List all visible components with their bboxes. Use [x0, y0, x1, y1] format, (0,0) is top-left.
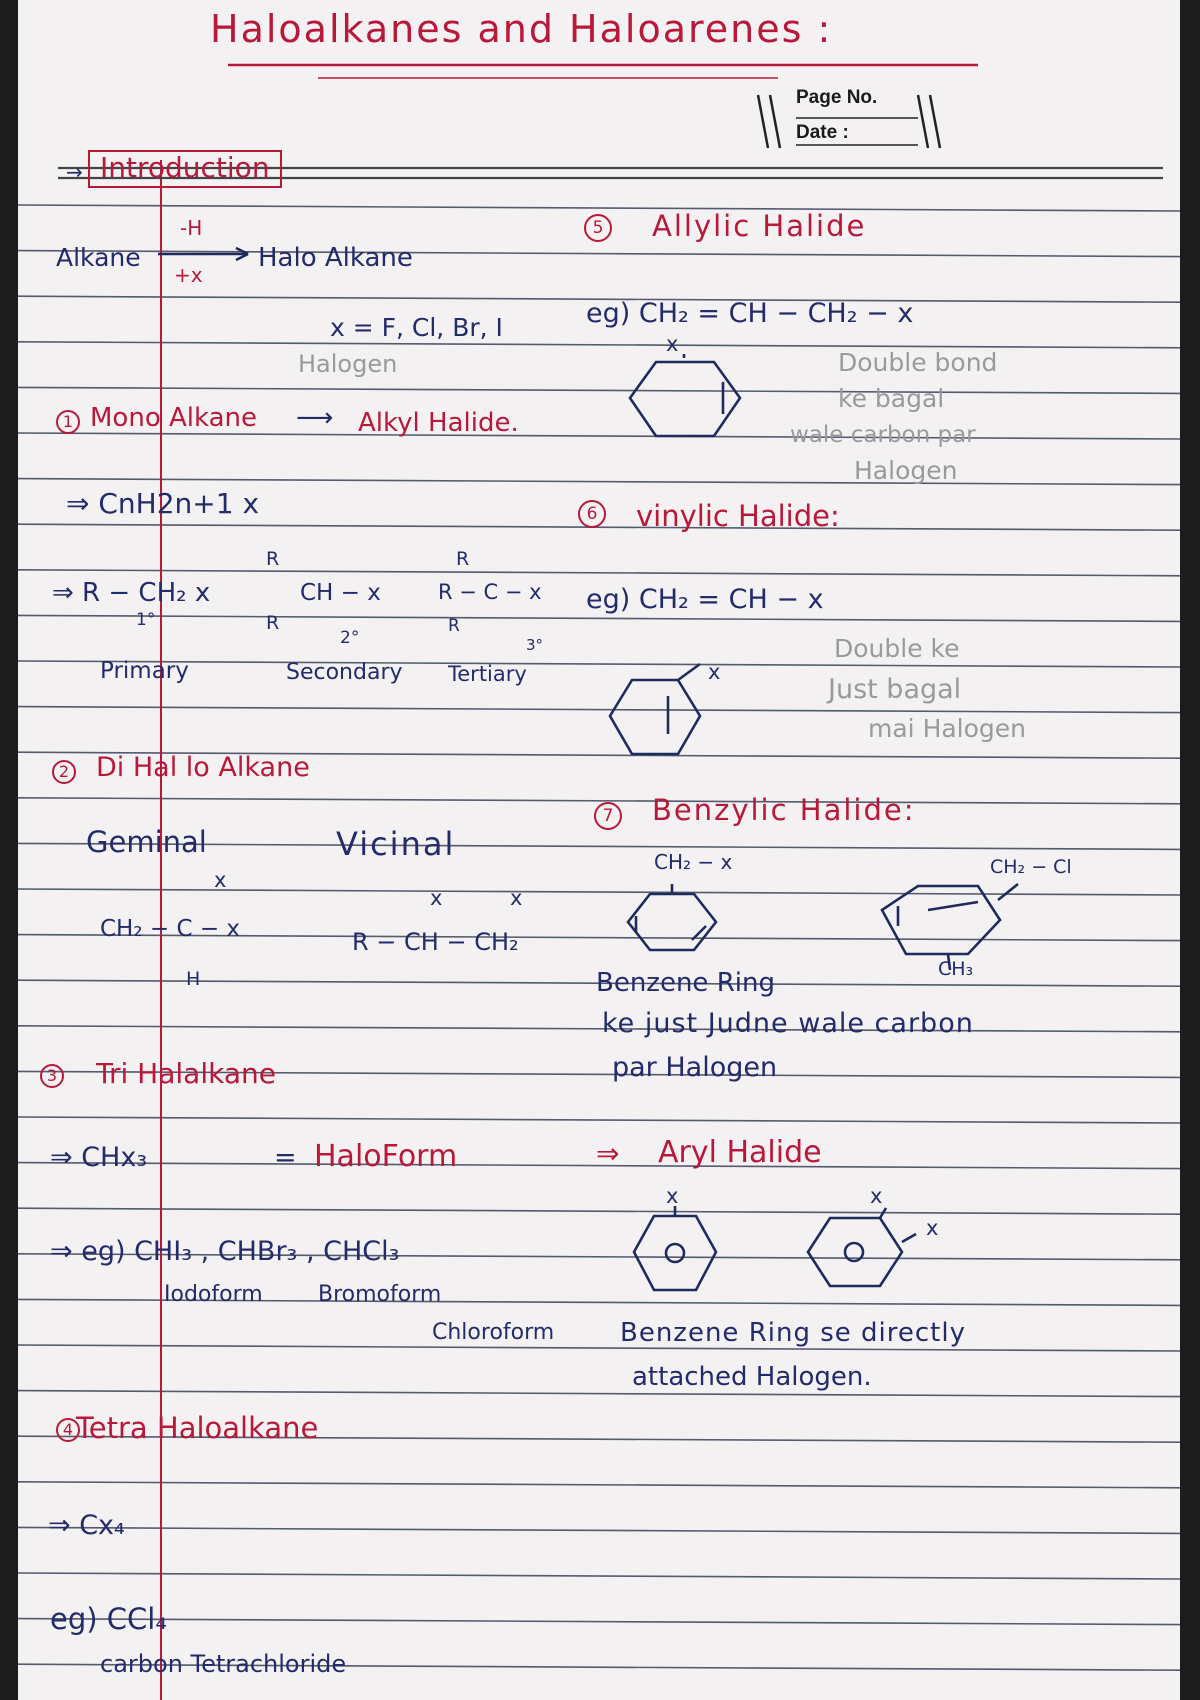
reaction-arrow: [158, 247, 258, 261]
benzylic-ring-2: [878, 880, 1008, 960]
aryl-ring1-x: x: [666, 1184, 679, 1208]
mono-arrow: ⟶: [296, 403, 334, 433]
bromoform-name: Bromoform: [318, 1282, 442, 1307]
di-number: 2: [52, 760, 76, 784]
tertiary-r-bottom: R: [448, 616, 460, 636]
haloform-name: HaloForm: [314, 1139, 458, 1174]
mono-heading: Mono Alkane: [90, 403, 258, 433]
ruled-line: [18, 479, 1180, 485]
notebook-page: [18, 0, 1180, 1700]
ruled-line: [18, 1026, 1180, 1032]
aryl-ring2-x2: x: [926, 1216, 939, 1240]
vinylic-note-2: Just bagal: [828, 674, 962, 705]
vicinal-x1: x: [430, 886, 443, 910]
tertiary-degree: 3°: [526, 636, 544, 654]
vicinal-formula: R − CH − CH₂: [352, 928, 519, 956]
tertiary-formula: R − C − x: [438, 580, 542, 604]
page-no-label: Page No.: [796, 87, 878, 108]
ruled-line: [18, 798, 1180, 804]
ruled-line: [18, 661, 1180, 667]
vinylic-example: eg) CH₂ = CH − x: [586, 584, 824, 615]
primary-degree: 1°: [136, 610, 156, 630]
ruled-line: [18, 1619, 1180, 1625]
ruled-line: [18, 1391, 1180, 1397]
geminal-bottom-h: H: [186, 968, 201, 990]
benzylic-top-2: CH₂ − Cl: [990, 856, 1072, 878]
tertiary-label: Tertiary: [448, 662, 527, 686]
aryl-ring-1: [632, 1212, 718, 1294]
benzylic-ring-1: [626, 892, 718, 954]
secondary-r-top: R: [266, 548, 280, 570]
allylic-number: 5: [584, 214, 612, 242]
secondary-r-bottom: R: [266, 612, 280, 634]
ruled-line: [18, 1117, 1180, 1123]
benzylic-bottom: CH₃: [938, 958, 974, 980]
ruled-line: [18, 1573, 1180, 1579]
allylic-ring-x: x: [666, 332, 679, 356]
haloform-examples: ⇒ eg) CHI₃ , CHBr₃ , CHCl₃: [50, 1236, 400, 1267]
ruled-line: [18, 615, 1180, 621]
benzylic-note-2: ke just Judne wale carbon: [602, 1008, 974, 1039]
ruled-line: [18, 433, 1180, 439]
vinylic-note-3: mai Halogen: [868, 714, 1027, 743]
reaction-top: -H: [180, 216, 203, 240]
tertiary-r-top: R: [456, 548, 470, 570]
allylic-heading: Allylic Halide: [652, 209, 867, 243]
allylic-note-2: ke bagal: [838, 384, 945, 413]
ruled-line: [18, 342, 1180, 348]
date-label: Date :: [796, 122, 849, 143]
ruled-line: [18, 1345, 1180, 1351]
geminal-top-x: x: [214, 868, 227, 892]
benzylic-note-3: par Halogen: [612, 1052, 778, 1083]
tetra-heading: Tetra Haloalkane: [76, 1411, 319, 1445]
geminal-label: Geminal: [86, 825, 207, 859]
vinylic-note-1: Double ke: [834, 634, 960, 663]
ruled-line: [18, 205, 1180, 211]
reaction-bottom: +x: [174, 263, 203, 287]
aryl-ring2-x1: x: [870, 1184, 883, 1208]
vinylic-number: 6: [578, 500, 606, 528]
primary-label: Primary: [100, 658, 189, 684]
benzylic-note-1: Benzene Ring: [596, 968, 775, 998]
tri-heading: Tri Halalkane: [96, 1057, 276, 1090]
arrow-mark: →: [66, 160, 83, 184]
geminal-formula: CH₂ − C − x: [100, 916, 241, 942]
allylic-ring-structure: [626, 358, 744, 442]
vicinal-label: Vicinal: [336, 825, 456, 863]
tri-number: 3: [40, 1064, 64, 1088]
mono-number: 1: [56, 410, 80, 434]
page-title: Haloalkanes and Haloarenes :: [210, 7, 833, 51]
ruled-line: [18, 1482, 1180, 1488]
benzylic-heading: Benzylic Halide:: [652, 793, 916, 827]
primary-formula: ⇒ R − CH₂ x: [52, 578, 211, 608]
iodoform-name: Iodoform: [164, 1282, 263, 1307]
ccl4-example: eg) CCl₄: [50, 1602, 167, 1636]
allylic-note-3: wale carbon par: [790, 422, 976, 448]
ruled-line: [18, 707, 1180, 713]
secondary-formula: CH − x: [300, 580, 381, 606]
reaction-to: Halo Alkane: [258, 243, 413, 273]
reaction-from: Alkane: [56, 243, 141, 272]
aryl-ring-2: [806, 1212, 906, 1292]
tetra-number: 4: [56, 1418, 80, 1442]
halogen-word: Halogen: [298, 350, 398, 378]
tetra-formula: ⇒ Cx₄: [48, 1510, 125, 1541]
halogen-list: x = F, Cl, Br, I: [330, 313, 503, 342]
benzylic-top-1: CH₂ − x: [654, 850, 733, 874]
ruled-line: [18, 1527, 1180, 1533]
di-heading: Di Hal lo Alkane: [96, 752, 310, 783]
benzylic-number: 7: [594, 802, 622, 830]
aryl-note-1: Benzene Ring se directly: [620, 1318, 966, 1348]
vinylic-heading: vinylic Halide:: [636, 499, 840, 533]
allylic-note-1: Double bond: [838, 348, 998, 377]
ruled-line: [18, 387, 1180, 393]
aryl-arrow: ⇒: [596, 1137, 620, 1170]
mono-result: Alkyl Halide.: [358, 408, 519, 438]
allylic-note-4: Halogen: [854, 456, 958, 485]
haloform-formula: ⇒ CHx₃: [50, 1142, 148, 1173]
chloroform-name: Chloroform: [432, 1320, 555, 1345]
ccl4-name: carbon Tetrachloride: [100, 1650, 347, 1678]
vinylic-ring-structure: [608, 676, 704, 758]
aryl-heading: Aryl Halide: [658, 1135, 822, 1170]
intro-heading: Introduction: [88, 150, 282, 188]
aryl-note-2: attached Halogen.: [632, 1362, 872, 1392]
general-formula: ⇒ CnH2n+1 x: [66, 487, 260, 520]
vicinal-x2: x: [510, 886, 523, 910]
ruled-line: [18, 570, 1180, 576]
allylic-example: eg) CH₂ = CH − CH₂ − x: [586, 298, 914, 329]
secondary-degree: 2°: [340, 628, 360, 648]
secondary-label: Secondary: [286, 660, 403, 685]
ruled-line: [18, 1208, 1180, 1214]
vinylic-ring-x: x: [708, 660, 721, 684]
haloform-equals: =: [274, 1142, 297, 1173]
